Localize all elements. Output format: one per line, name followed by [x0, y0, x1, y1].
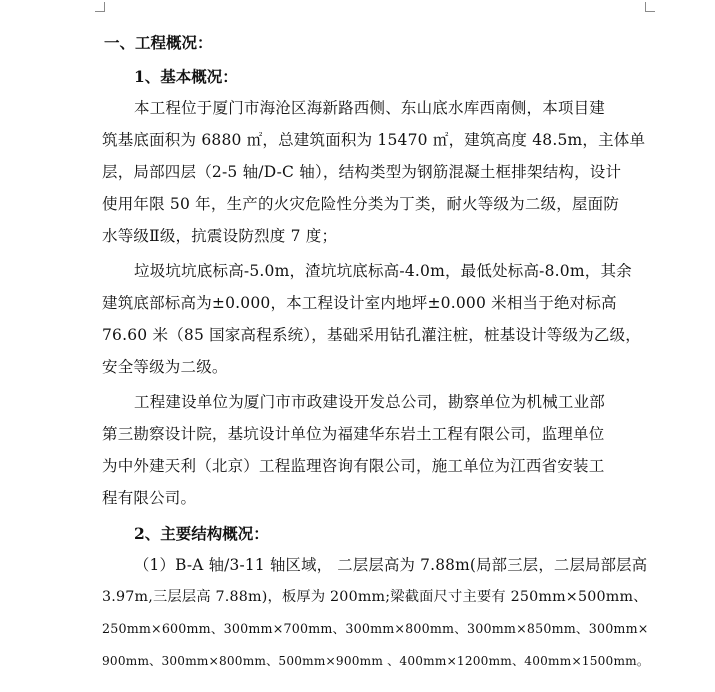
- text-line: 建筑底部标高为±0.000，本工程设计室内地坪±0.000 米相当于绝对标高: [102, 294, 617, 312]
- text-line: 安全等级为二级。: [102, 358, 228, 376]
- text-line: 垃圾坑坑底标高-5.0m，渣坑坑底标高-4.0m，最低处标高-8.0m，其余: [134, 262, 632, 280]
- paragraph-participants: [102, 386, 650, 514]
- text-line: 为中外建天利（北京）工程监理咨询有限公司，施工单位为江西省安装工: [102, 457, 605, 475]
- paragraph-location: [102, 92, 650, 252]
- text-line: 筑基底面积为 6880 ㎡，总建筑面积为 15470 ㎡，建筑高度 48.5m，主体单: [102, 131, 646, 149]
- paragraph-structure-details: [102, 549, 650, 677]
- text-line: 第三勘察设计院，基坑设计单位为福建华东岩土工程有限公司，监理单位: [102, 425, 605, 443]
- paragraph-elevation: [102, 255, 650, 383]
- subsection-title-main-structure: 2、主要结构概况：: [134, 524, 269, 543]
- text-line: 本工程位于厦门市海沧区海新路西侧、东山底水库西南侧，本项目建: [134, 99, 606, 117]
- text-line: 3.97m,三层层高 7.88m)，板厚为 200mm;梁截面尺寸主要有 250mm×500mm、: [102, 589, 648, 605]
- text-line: 水等级Ⅱ级，抗震设防烈度 7 度；: [102, 227, 338, 245]
- section-title-project-overview: 一、工程概况：: [104, 33, 213, 52]
- text-line: （1）B-A 轴/3-11 轴区域， 二层层高为 7.88m(局部三层，二层局部层高: [134, 556, 648, 574]
- page-corner-mark-right: [645, 2, 655, 12]
- text-line: 层，局部四层（2-5 轴/D-C 轴），结构类型为钢筋混凝土框排架结构，设计: [102, 163, 622, 181]
- text-line: 900mm、300mm×800mm、500mm×900mm 、400mm×1200mm、400mm×1500mm。: [102, 654, 650, 668]
- text-line: 工程建设单位为厦门市市政建设开发总公司，勘察单位为机械工业部: [134, 393, 606, 411]
- page-corner-mark-left: [95, 2, 105, 12]
- subsection-title-basic-overview: 1、基本概况：: [134, 67, 238, 86]
- text-line: 程有限公司。: [102, 489, 197, 507]
- text-line: 76.60 米（85 国家高程系统），基础采用钻孔灌注桩，桩基设计等级为乙级，: [102, 326, 642, 344]
- text-line: 250mm×600mm、300mm×700mm、300mm×800mm、300mm×850mm、300mm×: [102, 621, 649, 636]
- text-line: 使用年限 50 年，生产的火灾危险性分类为丁类，耐火等级为二级，屋面防: [102, 195, 620, 213]
